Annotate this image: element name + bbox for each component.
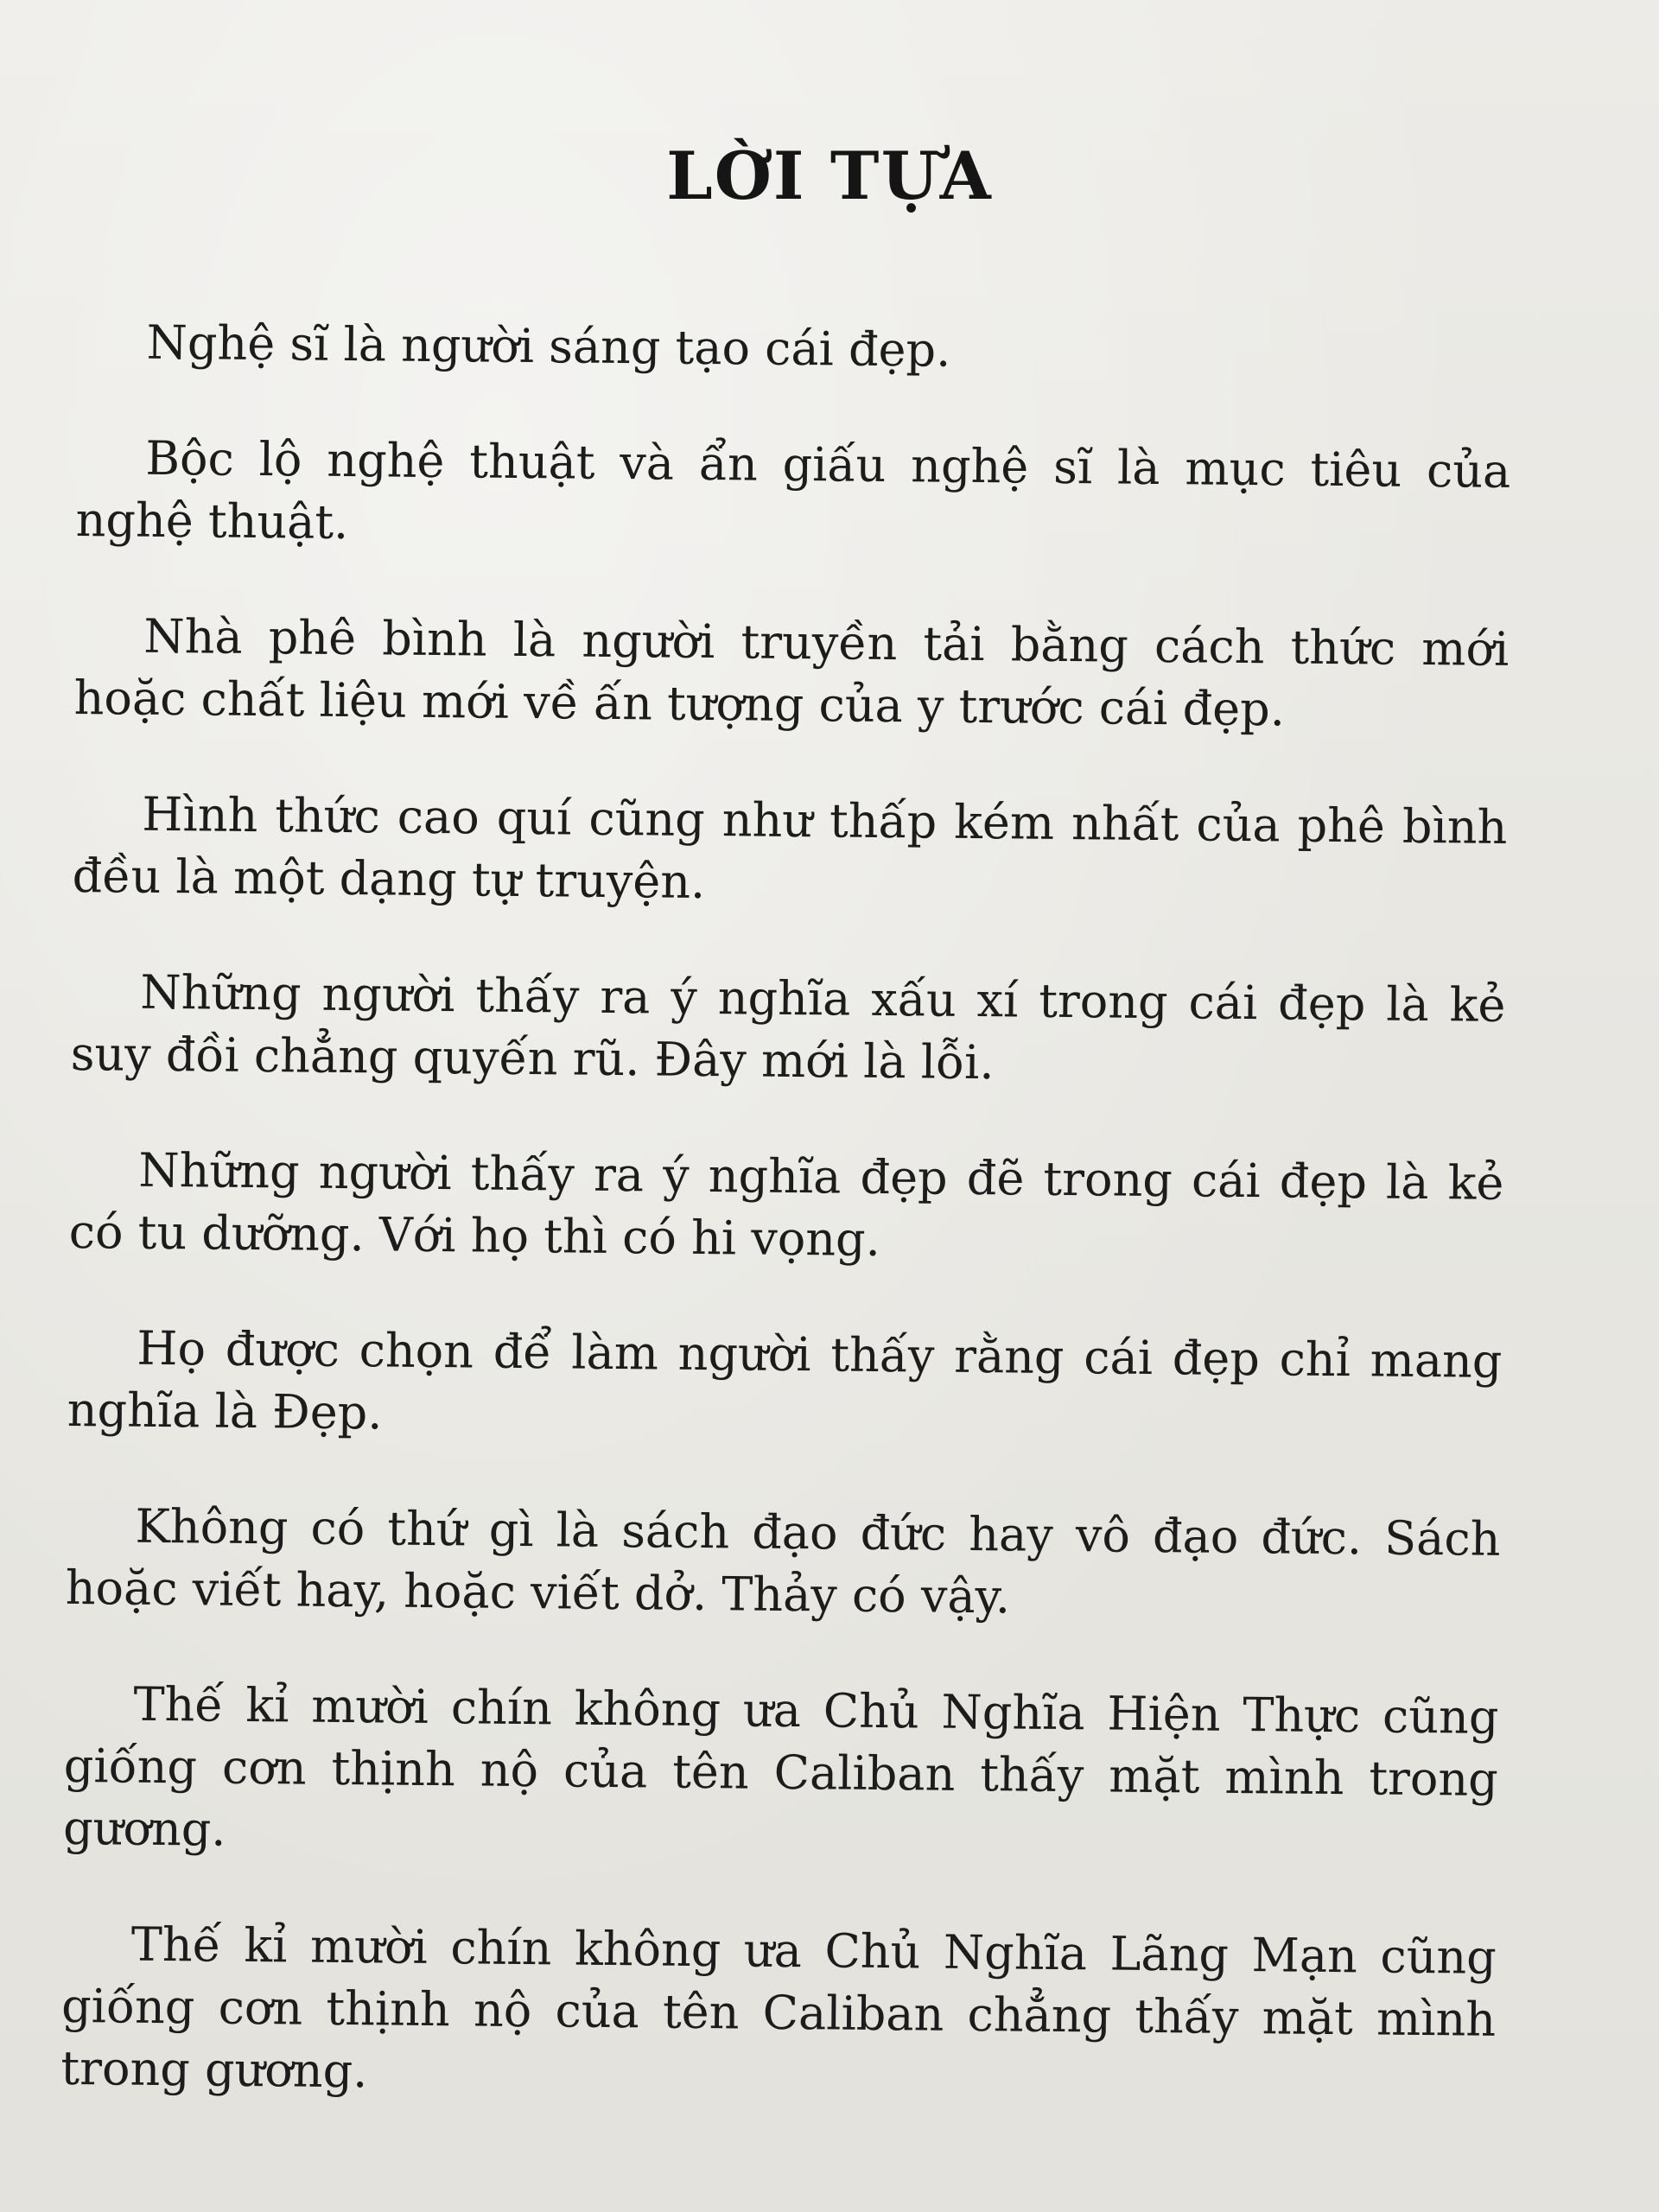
paragraph-4: Hình thức cao quí cũng như thấp kém nhất của phê bình đều là một dạng tự truyện. xyxy=(72,786,1508,910)
paragraph-8: Không có thứ gì là sách đạo đức hay vô đạo đức. Sách hoặc viết hay, hoặc viết dở. Thảy có vậy. xyxy=(65,1498,1501,1624)
preface-body xyxy=(60,311,1512,2167)
paragraph-6: Những người thấy ra ý nghĩa đẹp đẽ trong cái đẹp là kẻ có tu dưỡng. Với họ thì có hi vọng. xyxy=(68,1142,1504,1267)
paragraph-7: Họ được chọn để làm người thấy rằng cái đẹp chỉ mang nghĩa là Đẹp. xyxy=(67,1320,1503,1440)
paragraph-9: Thế kỉ mười chín không ưa Chủ Nghĩa Hiện Thực cũng giống cơn thịnh nộ của tên Caliban thấy mặt mình trong gương. xyxy=(62,1676,1499,1857)
page-title: LỜI TỰA xyxy=(666,137,993,214)
paragraph-1: Nghệ sĩ là người sáng tạo cái đẹp. xyxy=(146,315,951,378)
paragraph-5: Những người thấy ra ý nghĩa xấu xí trong cái đẹp là kẻ suy đồi chẳng quyến rũ. Đây mới là lỗi. xyxy=(70,964,1506,1090)
paragraph-2: Bộc lộ nghệ thuật và ẩn giấu nghệ sĩ là mục tiêu của nghệ thuật. xyxy=(75,430,1511,550)
paragraph-3: Nhà phê bình là người truyền tải bằng cách thức mới hoặc chất liệu mới về ấn tượng của y trước cái đẹp. xyxy=(73,608,1510,737)
paragraph-10: Thế kỉ mười chín không ưa Chủ Nghĩa Lãng Mạn cũng giống cơn thịnh nộ của tên Caliban chẳng thấy mặt mình trong gương. xyxy=(60,1916,1497,2099)
